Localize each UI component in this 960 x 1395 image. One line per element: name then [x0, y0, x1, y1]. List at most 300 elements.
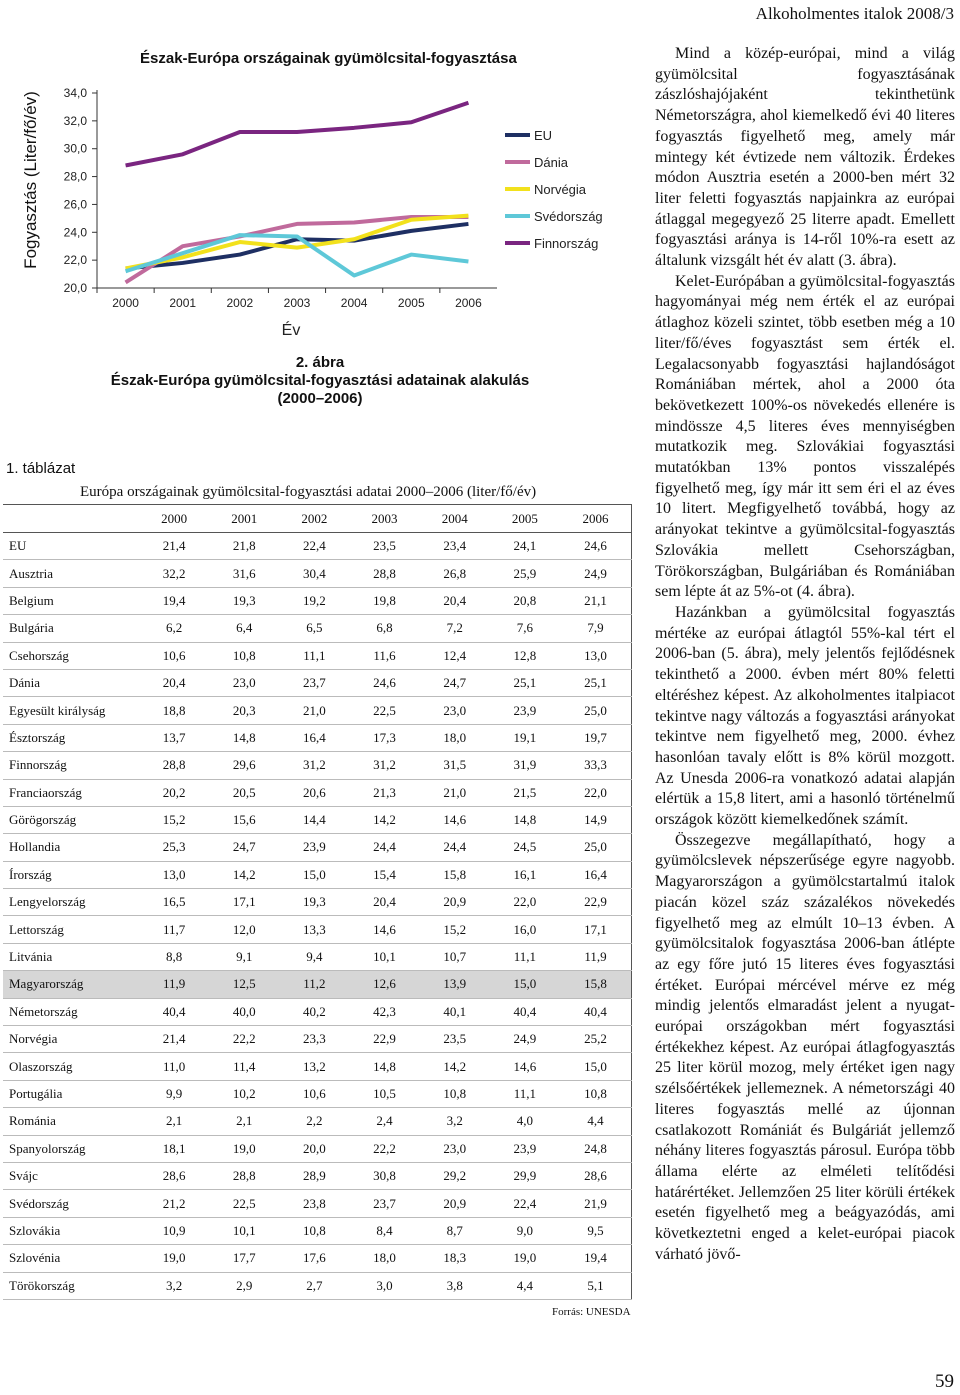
- table-cell: 31,5: [420, 752, 490, 779]
- table-cell: 9,9: [139, 1080, 209, 1107]
- table-cell: 10,2: [209, 1080, 279, 1107]
- table-cell: 17,3: [349, 724, 419, 751]
- table-cell: 8,7: [420, 1217, 490, 1244]
- table-row: [3, 697, 632, 724]
- table-row: [3, 971, 632, 998]
- table-cell: 10,8: [279, 1217, 349, 1244]
- table-cell: 11,1: [490, 1080, 560, 1107]
- table-cell: 24,7: [209, 834, 279, 861]
- column-header: 2001: [209, 505, 279, 533]
- table-cell: 14,8: [349, 1053, 419, 1080]
- table-cell: 19,7: [560, 724, 632, 751]
- figure-period: (2000–2006): [277, 390, 363, 407]
- table-cell: 28,6: [560, 1162, 632, 1189]
- table-cell: 20,4: [349, 889, 419, 916]
- table-cell: 15,0: [560, 1053, 632, 1080]
- table-cell: 15,2: [139, 806, 209, 833]
- paragraph: Összegezve megállapítható, hogy a gyümölcslevek népszerűsége egyre nagyobb. Magyarországon a gyümölcstartalmú italok piacán közel száz százalékos növekedés figyelhető meg az elmúlt 10–13 évben. A gyümölcsitalok fogyasztása 2006-ban átlépte az egy főre jutó 15 literes éves fogyasztási értéket. Európai mércével mérve ez még mindig jelentős elmaradást jelent a nyugat-európai országokban mért fogyasztási értékekhez képest. Az európai átlagfogyasztás 25 liter körül mozog, mely értéket igen nagy szélsőértékek jellemeznek. A németországi 40 literes fogyasztás mellé az újonnan csatlakozott Romániát és Bulgáriát jellemző néhány literes fogyasztás párosul. Európa több állama elérte az elméleti telítődési határértéket. Jellemzően 25 liter körüli értékek esetén figyelhető meg a beágyazódás, ami következtetni enged a kelet-európai piacok várható jövő-: [655, 831, 955, 1263]
- table-row: [3, 1053, 632, 1080]
- table-cell: 10,5: [349, 1080, 419, 1107]
- row-country: Belgium: [3, 587, 139, 614]
- y-tick-label: 26,0: [63, 197, 87, 212]
- table-cell: 23,0: [420, 1135, 490, 1162]
- table-cell: 20,4: [139, 669, 209, 696]
- table-cell: 11,1: [490, 943, 560, 970]
- table-row: [3, 587, 632, 614]
- table-cell: 5,1: [560, 1272, 632, 1299]
- row-country: Görögország: [3, 806, 139, 833]
- table-cell: 11,7: [139, 916, 209, 943]
- table-row: [3, 1245, 632, 1272]
- table-cell: 28,6: [139, 1162, 209, 1189]
- table-cell: 3,2: [420, 1108, 490, 1135]
- table-cell: 7,6: [490, 615, 560, 642]
- chart-svg: [0, 0, 640, 350]
- row-country: Finnország: [3, 752, 139, 779]
- table-cell: 14,2: [420, 1053, 490, 1080]
- table-cell: 19,4: [560, 1245, 632, 1272]
- table-cell: 24,6: [560, 533, 632, 560]
- table-row: [3, 943, 632, 970]
- table-cell: 2,2: [279, 1108, 349, 1135]
- table-cell: 13,9: [420, 971, 490, 998]
- table-cell: 23,7: [349, 1190, 419, 1217]
- table-cell: 16,4: [560, 861, 632, 888]
- table-cell: 9,4: [279, 943, 349, 970]
- table-row: [3, 1190, 632, 1217]
- table-cell: 19,3: [279, 889, 349, 916]
- table-cell: 25,2: [560, 1026, 632, 1053]
- table-header-row: [3, 505, 632, 533]
- table-cell: 25,0: [560, 697, 632, 724]
- table-cell: 19,4: [139, 587, 209, 614]
- table-row: [3, 916, 632, 943]
- journal-header: Alkoholmentes italok 2008/3: [755, 4, 954, 23]
- table-cell: 22,0: [490, 889, 560, 916]
- y-tick-label: 34,0: [63, 86, 87, 100]
- column-header: 2002: [279, 505, 349, 533]
- column-header: 2006: [560, 505, 632, 533]
- table-row: [3, 861, 632, 888]
- table-cell: 25,1: [490, 669, 560, 696]
- table-cell: 24,1: [490, 533, 560, 560]
- table-cell: 21,8: [209, 533, 279, 560]
- paragraph: Kelet-Európában a gyümölcsital-fogyasztás hagyományai még nem érték el az európai átlaghoz közeli szintet, több esetben még a 10 liter/fő/éves fogyasztást sem érték el. Legalacsonyabb fogyasztási hajlandóságot Romániában mértek, ahol a 2000 óta bekövetkezett 100%-os növekedés ellenére is mindössze 4,5 literes éves mennyiségben mutatkozik meg. Szlovákiai fogyasztási mutatókban 13% pontos visszalépés figyelhető meg, így már itt sem éri el az éves 10 litert. Megfigyelhető továbbá, hogy az arányokat tekintve a gyümölcsital-fogyasztás Szlovákia mellett Csehországban, Törökországban, Bulgáriában és Romániában sem lépte át az 5%-ot (4. ábra).: [655, 272, 955, 601]
- y-tick-label: 22,0: [63, 253, 87, 268]
- table-cell: 10,1: [349, 943, 419, 970]
- table-cell: 16,4: [279, 724, 349, 751]
- source-note: Forrás: UNESDA: [552, 1306, 631, 1318]
- legend-label: Finnország: [534, 236, 599, 251]
- table-cell: 22,5: [349, 697, 419, 724]
- table-cell: 23,4: [420, 533, 490, 560]
- x-axis-label: Év: [281, 322, 301, 339]
- table-cell: 6,5: [279, 615, 349, 642]
- table-row: [3, 1162, 632, 1189]
- table-cell: 19,0: [139, 1245, 209, 1272]
- table-cell: 22,2: [209, 1026, 279, 1053]
- row-country: Németország: [3, 998, 139, 1025]
- table-cell: 10,8: [420, 1080, 490, 1107]
- table-cell: 20,6: [279, 779, 349, 806]
- table-cell: 9,0: [490, 1217, 560, 1244]
- table-cell: 24,4: [420, 834, 490, 861]
- paragraph: Hazánkban a gyümölcsital fogyasztás mértéke az európai átlagtól 55%-kal tért el 2006-ban (5. ábra), mely jelentős fejlődésnek tekinthető a 2000. évben mért 80% feletti eltéréshez képest. Az alkoholmentes italpiacot tekintve nagy változás a fogyasztási arányokat tekintve nem figyelhető meg, 2000. évhez hasonlóan tavaly előtt is 8% körül mozgott. Az Unesda 2006-ra vonatkozó adatai alapján elértük a 15,8 litert, ami a hasonló történelmű országok között kiemelkedőnek számít.: [655, 603, 955, 829]
- table-cell: 13,0: [139, 861, 209, 888]
- table-cell: 21,4: [139, 1026, 209, 1053]
- table-cell: 3,2: [139, 1272, 209, 1299]
- row-country: Litvánia: [3, 943, 139, 970]
- table-cell: 23,5: [420, 1026, 490, 1053]
- table-cell: 2,9: [209, 1272, 279, 1299]
- table-cell: 21,9: [560, 1190, 632, 1217]
- table-cell: 20,4: [420, 587, 490, 614]
- table-cell: 10,6: [139, 642, 209, 669]
- table-cell: 13,2: [279, 1053, 349, 1080]
- page-number: 59: [935, 1371, 954, 1392]
- table-cell: 13,0: [560, 642, 632, 669]
- table-cell: 13,7: [139, 724, 209, 751]
- y-tick-label: 20,0: [63, 281, 87, 295]
- table-cell: 25,1: [560, 669, 632, 696]
- table-cell: 6,4: [209, 615, 279, 642]
- row-country: EU: [3, 533, 139, 560]
- table-cell: 28,8: [349, 560, 419, 587]
- table-cell: 3,8: [420, 1272, 490, 1299]
- table-cell: 11,1: [279, 642, 349, 669]
- table-cell: 19,8: [349, 587, 419, 614]
- row-country: Románia: [3, 1108, 139, 1135]
- column-header: 2003: [349, 505, 419, 533]
- table-cell: 14,2: [349, 806, 419, 833]
- table-cell: 25,9: [490, 560, 560, 587]
- table-cell: 17,1: [560, 916, 632, 943]
- table-row: [3, 752, 632, 779]
- table-cell: 12,4: [420, 642, 490, 669]
- table-row: [3, 642, 632, 669]
- table-cell: 32,2: [139, 560, 209, 587]
- table-cell: 17,6: [279, 1245, 349, 1272]
- row-country: Spanyolország: [3, 1135, 139, 1162]
- table-cell: 29,9: [490, 1162, 560, 1189]
- table-cell: 20,5: [209, 779, 279, 806]
- row-country: Törökország: [3, 1272, 139, 1299]
- row-country: Norvégia: [3, 1026, 139, 1053]
- table-cell: 12,5: [209, 971, 279, 998]
- table-cell: 19,3: [209, 587, 279, 614]
- table-row: [3, 1080, 632, 1107]
- table-cell: 10,9: [139, 1217, 209, 1244]
- table-cell: 21,0: [279, 697, 349, 724]
- table-cell: 11,2: [279, 971, 349, 998]
- table-cell: 29,2: [420, 1162, 490, 1189]
- table-cell: 2,4: [349, 1108, 419, 1135]
- table-title: Európa országainak gyümölcsital-fogyasztási adatai 2000–2006 (liter/fő/év): [80, 484, 537, 500]
- table-cell: 15,0: [490, 971, 560, 998]
- row-country: Bulgária: [3, 615, 139, 642]
- table-cell: 4,0: [490, 1108, 560, 1135]
- chart-title: Észak-Európa országainak gyümölcsital-fogyasztása: [140, 50, 517, 67]
- table-cell: 22,4: [490, 1190, 560, 1217]
- x-tick-label: 2002: [226, 296, 254, 310]
- legend-label: EU: [534, 128, 553, 143]
- row-country: Svédország: [3, 1190, 139, 1217]
- row-country: Észtország: [3, 724, 139, 751]
- table-cell: 7,2: [420, 615, 490, 642]
- table-cell: 14,6: [490, 1053, 560, 1080]
- header-corner: [3, 505, 139, 533]
- table-cell: 14,6: [349, 916, 419, 943]
- table-cell: 20,9: [420, 1190, 490, 1217]
- row-country: Egyesült királyság: [3, 697, 139, 724]
- table-cell: 33,3: [560, 752, 632, 779]
- table-cell: 40,2: [279, 998, 349, 1025]
- table-cell: 20,0: [279, 1135, 349, 1162]
- table-cell: 30,4: [279, 560, 349, 587]
- table-cell: 14,6: [420, 806, 490, 833]
- table-cell: 30,8: [349, 1162, 419, 1189]
- table-cell: 8,8: [139, 943, 209, 970]
- y-axis-label: Fogyasztás (Liter/fő/év): [20, 91, 40, 269]
- table-cell: 16,1: [490, 861, 560, 888]
- table-cell: 2,1: [209, 1108, 279, 1135]
- row-country: Szlovénia: [3, 1245, 139, 1272]
- table-cell: 21,3: [349, 779, 419, 806]
- table-cell: 26,8: [420, 560, 490, 587]
- table-cell: 19,1: [490, 724, 560, 751]
- table-cell: 15,0: [279, 861, 349, 888]
- table-cell: 16,0: [490, 916, 560, 943]
- table-cell: 22,9: [349, 1026, 419, 1053]
- table-row: [3, 560, 632, 587]
- series-line-dánia: [126, 217, 469, 282]
- figure-number: 2. ábra: [295, 354, 345, 371]
- table-cell: 24,6: [349, 669, 419, 696]
- column-header: 2005: [490, 505, 560, 533]
- table-cell: 22,5: [209, 1190, 279, 1217]
- table-cell: 4,4: [490, 1272, 560, 1299]
- x-tick-label: 2005: [397, 296, 425, 310]
- table-row: [3, 1026, 632, 1053]
- row-country: Írország: [3, 861, 139, 888]
- row-country: Magyarország: [3, 971, 139, 998]
- row-country: Lengyelország: [3, 889, 139, 916]
- x-tick-label: 2000: [112, 296, 139, 310]
- table-cell: 40,1: [420, 998, 490, 1025]
- table-cell: 11,9: [560, 943, 632, 970]
- table-cell: 18,3: [420, 1245, 490, 1272]
- table-row: [3, 779, 632, 806]
- table-cell: 40,4: [560, 998, 632, 1025]
- table-row: [3, 889, 632, 916]
- table-cell: 20,2: [139, 779, 209, 806]
- table-cell: 21,4: [139, 533, 209, 560]
- table-cell: 2,7: [279, 1272, 349, 1299]
- table-cell: 9,1: [209, 943, 279, 970]
- x-tick-label: 2006: [455, 296, 482, 310]
- table-cell: 23,8: [279, 1190, 349, 1217]
- table-row: [3, 1217, 632, 1244]
- table-cell: 31,2: [349, 752, 419, 779]
- table-cell: 28,9: [279, 1162, 349, 1189]
- table-row: [3, 1272, 632, 1299]
- y-tick-label: 32,0: [63, 113, 87, 128]
- table-cell: 31,2: [279, 752, 349, 779]
- table-cell: 25,0: [560, 834, 632, 861]
- table-cell: 6,2: [139, 615, 209, 642]
- table-row: [3, 615, 632, 642]
- table-cell: 17,1: [209, 889, 279, 916]
- column-header: 2004: [420, 505, 490, 533]
- table-cell: 10,6: [279, 1080, 349, 1107]
- figure-caption: [0, 354, 640, 408]
- table-cell: 24,9: [490, 1026, 560, 1053]
- table-cell: 15,2: [420, 916, 490, 943]
- row-country: Franciaország: [3, 779, 139, 806]
- table-cell: 3,0: [349, 1272, 419, 1299]
- table-cell: 16,5: [139, 889, 209, 916]
- table-cell: 19,0: [209, 1135, 279, 1162]
- table-cell: 21,0: [420, 779, 490, 806]
- x-tick-label: 2001: [169, 296, 197, 310]
- table-cell: 21,2: [139, 1190, 209, 1217]
- table-cell: 14,8: [490, 806, 560, 833]
- table-cell: 20,9: [420, 889, 490, 916]
- article-text: [655, 44, 955, 1265]
- table-row: [3, 998, 632, 1025]
- table-cell: 18,0: [420, 724, 490, 751]
- table-cell: 22,4: [279, 533, 349, 560]
- table-cell: 11,6: [349, 642, 419, 669]
- table-cell: 23,7: [279, 669, 349, 696]
- table-cell: 14,8: [209, 724, 279, 751]
- y-tick-label: 30,0: [63, 141, 87, 156]
- table-label: 1. táblázat: [6, 460, 76, 477]
- y-tick-label: 24,0: [63, 225, 87, 240]
- table-cell: 42,3: [349, 998, 419, 1025]
- table-cell: 20,3: [209, 697, 279, 724]
- consumption-table: [3, 504, 632, 1300]
- table-cell: 10,8: [209, 642, 279, 669]
- table-cell: 21,1: [560, 587, 632, 614]
- paragraph: Mind a közép-európai, mind a világ gyümölcsital fogyasztásának zászlóshajójaként tekinthetünk Németországra, ahol kiemelkedő évi 40 literes fogyasztás figyelhető meg, amely már mintegy két évtizede nem változik. Érdekes módon Ausztria esetén a 2000-ben mért 32 liter feletti fogyasztás napjainkra az európai átlaggal megegyező 25 literre apadt. Emellett fogyasztási aránya is 14-ről 10%-ra esett az általunk vizsgált hét év alatt (3. ábra).: [655, 45, 955, 270]
- table-cell: 23,0: [209, 669, 279, 696]
- table-cell: 9,5: [560, 1217, 632, 1244]
- row-country: Csehország: [3, 642, 139, 669]
- table-cell: 23,9: [279, 834, 349, 861]
- row-country: Dánia: [3, 669, 139, 696]
- table-cell: 19,2: [279, 587, 349, 614]
- table-row: [3, 1135, 632, 1162]
- table-cell: 15,6: [209, 806, 279, 833]
- table-cell: 14,2: [209, 861, 279, 888]
- table-cell: 23,5: [349, 533, 419, 560]
- table-cell: 28,8: [209, 1162, 279, 1189]
- table-cell: 15,8: [560, 971, 632, 998]
- table-cell: 23,9: [490, 1135, 560, 1162]
- table-cell: 29,6: [209, 752, 279, 779]
- table-cell: 12,6: [349, 971, 419, 998]
- table-cell: 31,6: [209, 560, 279, 587]
- column-header: 2000: [139, 505, 209, 533]
- table-cell: 11,9: [139, 971, 209, 998]
- legend-label: Dánia: [534, 155, 568, 170]
- table-row: [3, 724, 632, 751]
- table-row: [3, 533, 632, 560]
- table-cell: 11,0: [139, 1053, 209, 1080]
- table-cell: 2,1: [139, 1108, 209, 1135]
- table-cell: 28,8: [139, 752, 209, 779]
- table-row: [3, 669, 632, 696]
- table-cell: 8,4: [349, 1217, 419, 1244]
- table-cell: 21,5: [490, 779, 560, 806]
- series-line-finnország: [126, 103, 469, 166]
- table-cell: 6,8: [349, 615, 419, 642]
- table-cell: 10,7: [420, 943, 490, 970]
- y-tick-label: 28,0: [63, 169, 87, 184]
- table-cell: 23,3: [279, 1026, 349, 1053]
- table-cell: 22,9: [560, 889, 632, 916]
- table-cell: 24,4: [349, 834, 419, 861]
- row-country: Lettország: [3, 916, 139, 943]
- table-cell: 7,9: [560, 615, 632, 642]
- table-cell: 24,5: [490, 834, 560, 861]
- row-country: Svájc: [3, 1162, 139, 1189]
- table-row: [3, 806, 632, 833]
- table-cell: 18,0: [349, 1245, 419, 1272]
- row-country: Szlovákia: [3, 1217, 139, 1244]
- table-cell: 10,1: [209, 1217, 279, 1244]
- table-cell: 11,4: [209, 1053, 279, 1080]
- table-cell: 12,8: [490, 642, 560, 669]
- table-cell: 10,8: [560, 1080, 632, 1107]
- table-row: [3, 834, 632, 861]
- row-country: Hollandia: [3, 834, 139, 861]
- table-cell: 23,0: [420, 697, 490, 724]
- table-cell: 40,4: [490, 998, 560, 1025]
- table-cell: 24,8: [560, 1135, 632, 1162]
- table-cell: 18,8: [139, 697, 209, 724]
- table-cell: 17,7: [209, 1245, 279, 1272]
- table-cell: 24,7: [420, 669, 490, 696]
- table-cell: 24,9: [560, 560, 632, 587]
- table-cell: 40,4: [139, 998, 209, 1025]
- table-cell: 12,0: [209, 916, 279, 943]
- table-cell: 20,8: [490, 587, 560, 614]
- table-cell: 14,9: [560, 806, 632, 833]
- table-cell: 13,3: [279, 916, 349, 943]
- row-country: Portugália: [3, 1080, 139, 1107]
- row-country: Ausztria: [3, 560, 139, 587]
- table-cell: 25,3: [139, 834, 209, 861]
- table-cell: 15,4: [349, 861, 419, 888]
- legend-label: Norvégia: [534, 182, 587, 197]
- table-cell: 18,1: [139, 1135, 209, 1162]
- x-tick-label: 2003: [283, 296, 311, 310]
- table-cell: 14,4: [279, 806, 349, 833]
- table-cell: 22,0: [560, 779, 632, 806]
- table-row: [3, 1108, 632, 1135]
- table-cell: 4,4: [560, 1108, 632, 1135]
- table-cell: 15,8: [420, 861, 490, 888]
- table-cell: 22,2: [349, 1135, 419, 1162]
- row-country: Olaszország: [3, 1053, 139, 1080]
- table-cell: 40,0: [209, 998, 279, 1025]
- table-cell: 19,0: [490, 1245, 560, 1272]
- legend-label: Svédország: [534, 209, 603, 224]
- x-tick-label: 2004: [340, 296, 368, 310]
- table-cell: 23,9: [490, 697, 560, 724]
